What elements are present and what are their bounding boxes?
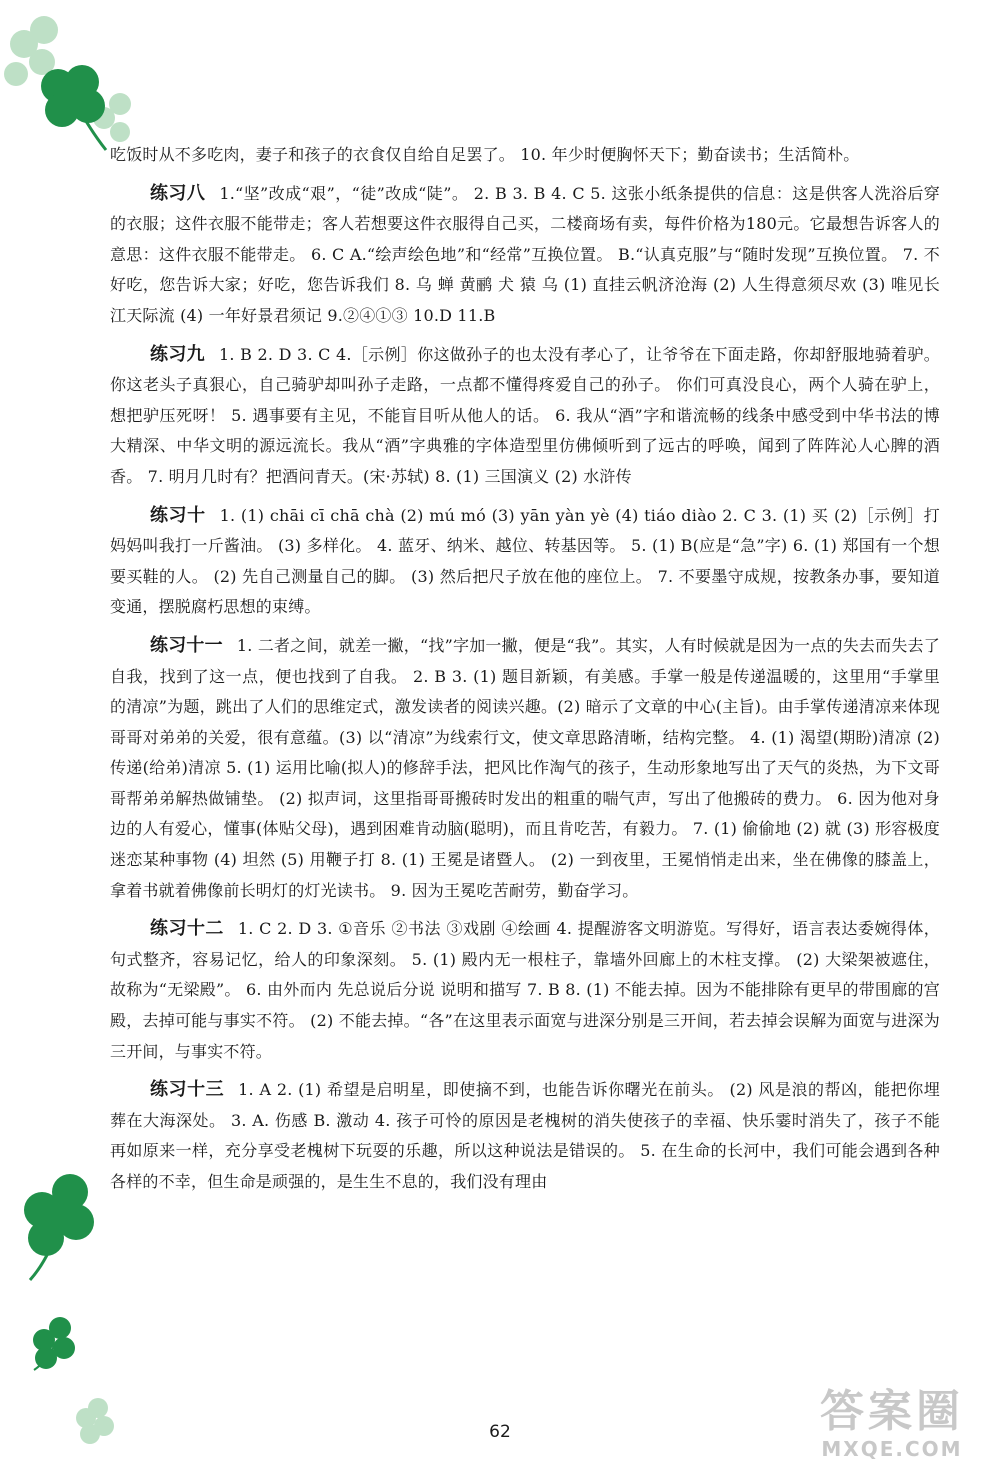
paragraph-text: 1. 二者之间，就差一撇，“找”字加一撇，便是“我”。其实，人有时候就是因为一点的失去而失去了自我，找到了这一点，便也找到了自我。 2. B 3. (1) 题目新颖，有美感。手掌一般是传递温暖的，这里用“手掌里的清凉”为题，跳出了人们的思维定式，激发读者的阅读兴趣。(2) 暗示了文章的中心(主旨)。由手掌传递清凉来体现哥哥对弟弟的关爱，很有意蕴。(3) 以“清凉”为线索行文，使文章思路清晰，结构完整。 4. (1) 渴望(期盼)清凉 (2) 传递(给弟)清凉 5. (1) 运用比喻(拟人)的修辞手法，把风比作淘气的孩子，生动形象地写出了天气的炎热，为下文哥哥帮弟弟解热做铺垫。 (2) 拟声词，这里指哥哥搬砖时发出的粗重的喘气声，写出了他搬砖的费力。 6. 因为他对身边的人有爱心，懂事(体贴父母)，遇到困难肯动脑(聪明)，而且肯吃苦，有毅力。 7. (1) 偷偷地 (2) 就 (3) 形容极度迷恋某种事物 (4) 坦然 (5) 用鞭子打 8. (1) 王冕是诸暨人。 (2) 一到夜里，王冕悄悄走出来，坐在佛像的膝盖上，拿着书就着佛像前长明灯的灯光读书。 9. 因为王冕吃苦耐劳，勤奋学习。 [110, 635, 940, 900]
answer-content [110, 140, 940, 1198]
exercise-title: 练习十三 [150, 1079, 225, 1101]
exercise-title: 练习十 [150, 504, 206, 526]
answer-paragraph-3 [110, 501, 940, 623]
paragraph-text: 1. A 2. (1) 希望是启明星，即使摘不到，也能告诉你曙光在前头。 (2) 风是浪的帮凶，能把你埋葬在大海深处。 3. A. 伤感 B. 激动 4. 孩子可怜的原因是老槐树的消失使孩子的幸福、快乐霎时消失了，孩子不能再如原来一样，充分享受老槐树下玩耍的乐趣，所以这种说法是错误的。 5. 在生命的长河中，我们可能会遇到各种各样的不幸，但生命是顽强的，是生生不息的，我们没有理由 [110, 1080, 940, 1191]
answer-paragraph-1 [110, 179, 940, 332]
paragraph-text: 1. B 2. D 3. C 4.［示例］你这做孙子的也太没有孝心了，让爷爷在下面走路，你却舒服地骑着驴。 你这老头子真狠心，自己骑驴却叫孙子走路，一点都不懂得疼爱自己的孙子。 你们可真没良心，两个人骑在驴上，想把驴压死呀！ 5. 遇事要有主见，不能盲目听从他人的话。 6. 我从“酒”字和谐流畅的线条中感受到中华书法的博大精深、中华文明的源远流长。我从“酒”字典雅的字体造型里仿佛倾听到了远古的呼唤，闻到了阵阵沁人心脾的酒香。 7. 明月几时有？把酒问青天。(宋·苏轼) 8. (1) 三国演义 (2) 水浒传 [110, 344, 940, 486]
exercise-title: 练习十二 [150, 918, 224, 940]
watermark [792, 1386, 992, 1466]
exercise-title: 练习九 [150, 343, 206, 365]
paragraph-text: 1.“坚”改成“艰”，“徒”改成“陡”。 2. B 3. B 4. C 5. 这张小纸条提供的信息：这是供客人洗浴后穿的衣服；这件衣服不能带走；客人若想要这件衣服得自己买，二楼商场有卖，每件价格为180元。它最想告诉客人的意思：这件衣服不能带走。 6. C A.“绘声绘色地”和“经常”互换位置。 B.“认真克服”与“随时发现”互换位置。 7. 不好吃，您告诉大家；好吃，您告诉我们 8. 乌 蝉 黄鹂 犬 猿 乌 (1) 直挂云帆济沧海 (2) 人生得意须尽欢 (3) 唯见长江天际流 (4) 一年好景君须记 9.②④①③ 10.D 11.B [110, 183, 940, 325]
watermark-main: 答案圈 [820, 1386, 964, 1437]
answer-paragraph-5 [110, 914, 940, 1067]
exercise-title: 练习八 [150, 182, 206, 204]
answer-paragraph-4 [110, 631, 940, 906]
watermark-sub: MXQE.COM [821, 1437, 963, 1461]
exercise-title: 练习十一 [150, 634, 223, 656]
answer-paragraph-2 [110, 340, 940, 493]
paragraph-text: 1. C 2. D 3. ①音乐 ②书法 ③戏剧 ④绘画 4. 提醒游客文明游览。写得好，语言表达委婉得体，句式整齐，容易记忆，给人的印象深刻。 5. (1) 殿内无一根柱子，靠墙外回廊上的木柱支撑。 (2) 大梁架被遮住，故称为“无梁殿”。 6. 由外而内 先总说后分说 说明和描写 7. B 8. (1) 不能去掉。因为不能排除有更早的带围廊的宫殿，去掉可能与事实不符。 (2) 不能去掉。“各”在这里表示面宽与进深分别是三开间，若去掉会误解为面宽与进深为三开间，与事实不符。 [110, 919, 940, 1061]
page-number: 62 [489, 1422, 511, 1442]
answer-paragraph-6 [110, 1075, 940, 1197]
paragraph-text: 吃饭时从不多吃肉，妻子和孩子的衣食仅自给自足罢了。 10. 年少时便胸怀天下；勤奋读书；生活简朴。 [110, 145, 860, 164]
paragraph-text: 1. (1) chāi cī chā chà (2) mú mó (3) yān yàn yè (4) tiáo diào 2. C 3. (1) 买 (2)［示例］打 妈妈叫我打一斤酱油。 (3) 多样化。 4. 蓝牙、纳米、越位、转基因等。 5. (1) B(应是“急”字) 6. (1) 郑国有一个想要买鞋的人。 (2) 先自己测量自己的脚。 (3) 然后把尺子放在他的座位上。 7. 不要墨守成规，按教条办事，要知道变通，摆脱腐朽思想的束缚。 [110, 505, 940, 617]
answer-paragraph-0 [110, 140, 940, 171]
